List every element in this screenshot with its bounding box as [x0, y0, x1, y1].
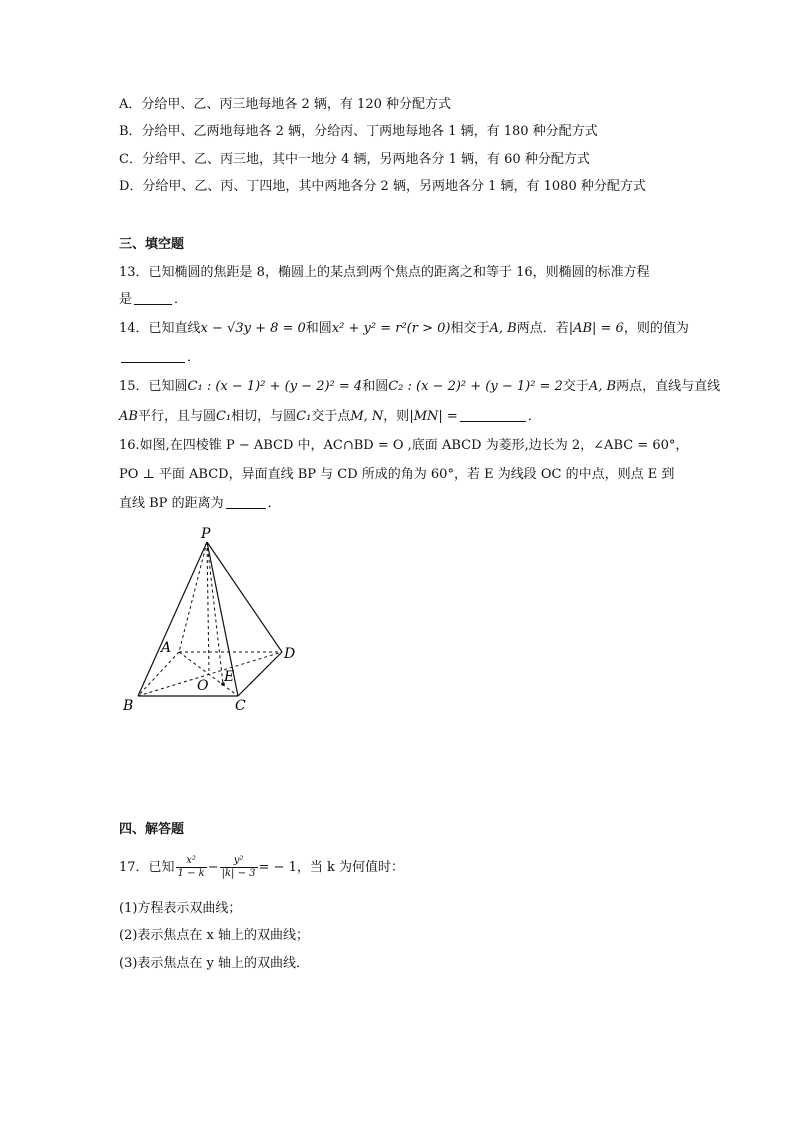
q17-rhs: = − 1	[258, 860, 297, 875]
q14-cond: |AB| = 6	[568, 321, 624, 336]
q15-ab: AB	[119, 409, 138, 424]
edge-pa	[179, 542, 207, 652]
q15-mn: M, N	[350, 409, 384, 424]
option-d: D．分给甲、乙、丙、丁四地，其中两地各分 2 辆，另两地各分 1 辆，有 1080 种分配方式	[119, 179, 646, 194]
q14-circle-eq: x² + y² = r²(r > 0)	[331, 321, 451, 336]
question-17-line-1	[119, 852, 404, 884]
question-15-line-1	[119, 377, 720, 397]
q16-suffix: ．	[267, 496, 281, 511]
question-14-line-2	[119, 348, 200, 368]
question-13-line-2	[119, 290, 187, 310]
question-14-line-1	[119, 319, 689, 339]
edge-ab	[138, 652, 179, 696]
q14-mid2: 相交于	[450, 321, 490, 336]
q15-points: A, B	[588, 379, 617, 394]
q17-minus: −	[207, 860, 219, 875]
label-e: E	[224, 669, 235, 685]
q15-text-f: 交于点	[311, 409, 351, 424]
q15-mid1: 和圆	[362, 379, 389, 394]
q15-c1-ref-2: C₁	[296, 409, 312, 424]
q15-c1-ref: C₁	[215, 409, 232, 424]
answer-blank	[460, 407, 526, 422]
label-o: O	[197, 678, 209, 694]
segment-po	[207, 542, 209, 674]
frac-y-numerator: y²	[220, 855, 258, 868]
frac-x-numerator: x²	[176, 855, 207, 868]
question-15-line-2	[119, 407, 541, 427]
answer-blank	[226, 494, 266, 509]
label-a: A	[161, 640, 172, 656]
q15-text-h: ，则	[383, 409, 410, 424]
question-17-part-3: (3)表示焦点在 y 轴上的双曲线．	[119, 956, 310, 971]
frac-x-denominator: 1 − k	[177, 868, 205, 879]
q14-mid3: 两点．若	[516, 321, 569, 336]
question-16-line-3	[119, 494, 281, 514]
q15-mid3: 两点，直线与直线	[616, 379, 721, 394]
label-c: C	[235, 698, 246, 714]
label-p: P	[201, 526, 211, 542]
question-17-part-1: (1)方程表示双曲线；	[119, 901, 242, 916]
q15-c2: C₂ : (x − 2)² + (y − 1)² = 2	[388, 379, 563, 394]
q15-prefix: 15．已知圆	[119, 379, 188, 394]
q14-points: A, B	[489, 321, 517, 336]
q14-mid1: 和圆	[305, 321, 332, 336]
q16-prefix: 直线 BP 的距离为	[119, 496, 224, 511]
frac-y-denominator: |k| − 3	[221, 868, 256, 879]
fraction-x	[176, 855, 207, 880]
label-b: B	[123, 698, 134, 714]
section-3-heading: 三、填空题	[119, 237, 185, 252]
label-d: D	[284, 646, 296, 662]
option-b: B．分给甲、乙两地每地各 2 辆，分给丙、丁两地每地各 1 辆，有 180 种分配方式	[119, 124, 598, 139]
question-17-part-2: (2)表示焦点在 x 轴上的双曲线；	[119, 928, 310, 943]
option-a: A．分给甲、乙、丙三地每地各 2 辆，有 120 种分配方式	[119, 97, 452, 112]
question-13-line-1: 13．已知椭圆的焦距是 8，椭圆上的某点到两个焦点的距离之和等于 16，则椭圆的标准方程	[119, 265, 650, 280]
q17-suffix: ，当 k 为何值时：	[296, 860, 405, 875]
segment-pe	[207, 542, 223, 684]
q15-c1: C₁ : (x − 1)² + (y − 2)² = 4	[187, 379, 363, 394]
q14-end: ．	[187, 350, 201, 365]
q14-suffix: ，则的值为	[623, 321, 689, 336]
q14-prefix: 14．已知直线	[119, 321, 201, 336]
answer-blank	[134, 290, 172, 305]
q13-suffix: ．	[174, 292, 188, 307]
question-16-line-2: PO ⊥ 平面 ABCD，异面直线 BP 与 CD 所成的角为 60°，若 E 为线段 OC 的中点，则点 E 到	[119, 467, 675, 482]
q15-text-b: 平行，且与圆	[137, 409, 216, 424]
answer-blank	[121, 348, 185, 363]
q15-text-d: 相切，与圆	[231, 409, 297, 424]
pyramid-figure	[115, 520, 315, 720]
option-c: C．分给甲、乙、丙三地，其中一地分 4 辆，另两地各分 1 辆，有 60 种分配方式	[119, 152, 590, 167]
q15-end: ．	[527, 409, 541, 424]
q13-prefix: 是	[119, 292, 133, 307]
fraction-y	[220, 855, 258, 880]
q17-prefix: 17．已知	[119, 860, 175, 875]
q14-line-eq: x − √3y + 8 = 0	[200, 321, 306, 336]
q15-mn-len: |MN| =	[409, 409, 458, 424]
section-4-heading: 四、解答题	[119, 822, 185, 837]
question-16-line-1: 16.如图,在四棱锥 P − ABCD 中，AC∩BD = O ,底面 ABCD 为菱形,边长为 2，∠ABC = 60°，	[119, 438, 689, 453]
edge-pb	[138, 542, 207, 696]
q15-mid2: 交于	[562, 379, 589, 394]
